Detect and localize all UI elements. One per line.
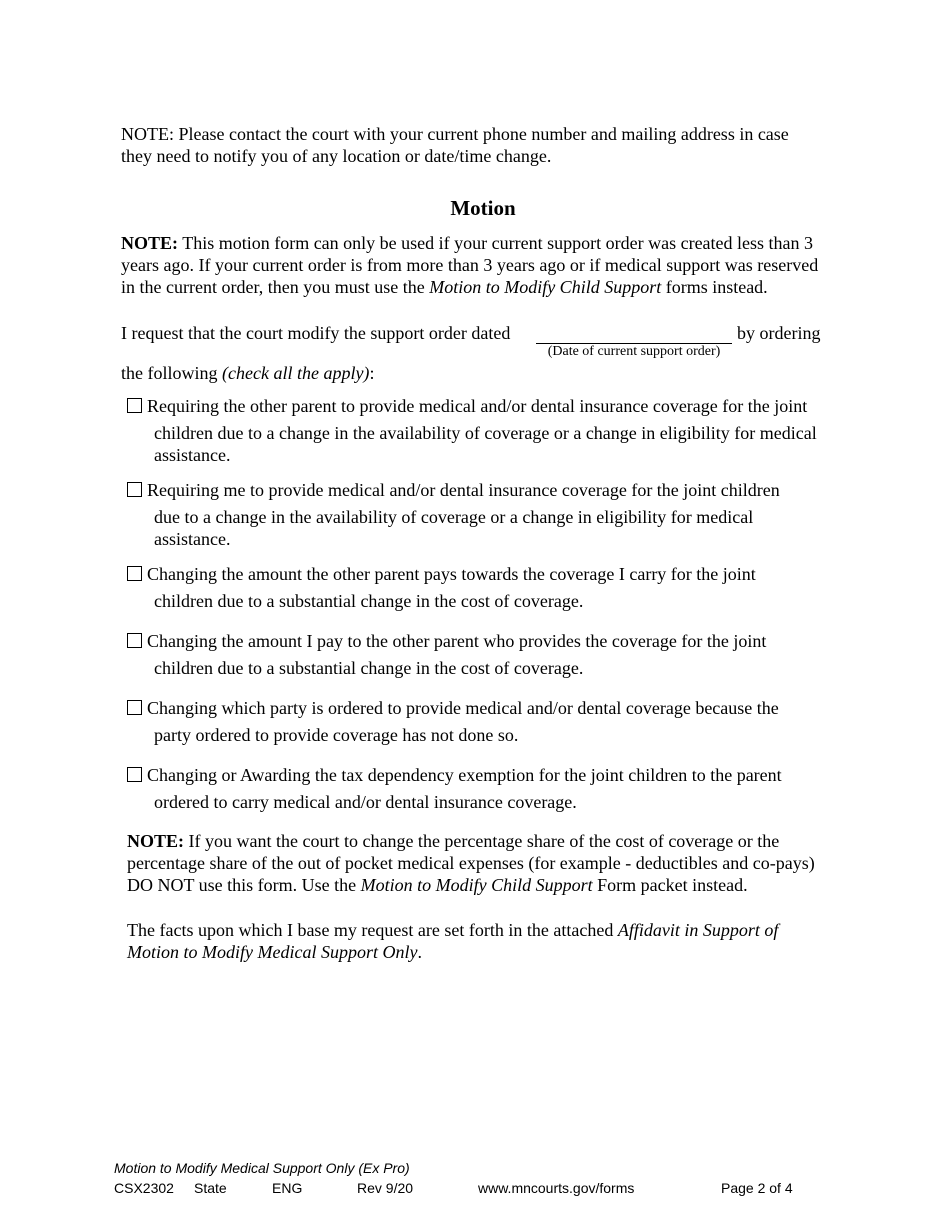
percentage-note-form-reference: Motion to Modify Child Support bbox=[360, 875, 593, 895]
affidavit-reference-cont: Motion to Modify Medical Support Only bbox=[127, 942, 418, 962]
motion-note-line2: years ago. If your current order is from more than 3 years ago or if medical support was reserved bbox=[121, 255, 819, 275]
motion-note bbox=[121, 232, 861, 298]
percentage-note-line1: If you want the court to change the percentage share of the cost of coverage or the bbox=[188, 831, 780, 851]
motion-note-line1: This motion form can only be used if your current support order was created less than 3 bbox=[182, 233, 814, 253]
footer-page-number: Page 2 of 4 bbox=[721, 1180, 793, 1196]
option-line: ordered to carry medical and/or dental insurance coverage. bbox=[154, 792, 577, 812]
option-checkbox[interactable] bbox=[127, 633, 142, 648]
percentage-note-line3-end: Form packet instead. bbox=[592, 875, 748, 895]
footer-form-code: CSX2302 bbox=[114, 1180, 174, 1196]
option-line: Changing the amount the other parent pays towards the coverage I carry for the joint bbox=[147, 564, 756, 584]
percentage-note bbox=[127, 830, 867, 896]
request-text-end: by ordering bbox=[737, 323, 821, 343]
option-checkbox[interactable] bbox=[127, 398, 142, 413]
option-line: children due to a substantial change in the cost of coverage. bbox=[154, 658, 584, 678]
option-line: Requiring the other parent to provide medical and/or dental insurance coverage for the joint bbox=[147, 396, 808, 416]
percentage-note-line2: percentage share of the out of pocket medical expenses (for example - deductibles and co-pays) bbox=[127, 853, 815, 873]
date-input[interactable] bbox=[538, 322, 730, 342]
option-checkbox[interactable] bbox=[127, 566, 142, 581]
motion-note-form-reference: Motion to Modify Child Support bbox=[429, 277, 662, 297]
option-line: Changing which party is ordered to provide medical and/or dental coverage because the bbox=[147, 698, 779, 718]
date-caption: (Date of current support order) bbox=[547, 344, 721, 359]
footer-url[interactable]: www.mncourts.gov/forms bbox=[478, 1180, 635, 1196]
page-title: Motion bbox=[450, 196, 516, 220]
option-checkbox[interactable] bbox=[127, 767, 142, 782]
motion-note-label: NOTE: bbox=[121, 233, 179, 253]
footer-language: ENG bbox=[272, 1180, 303, 1196]
footer-form-title: Motion to Modify Medical Support Only (Ex Pro) bbox=[114, 1160, 410, 1176]
option-checkbox[interactable] bbox=[127, 482, 142, 497]
request-text: I request that the court modify the support order dated bbox=[121, 323, 511, 343]
option-line: Requiring me to provide medical and/or dental insurance coverage for the joint children bbox=[147, 480, 780, 500]
option-line: party ordered to provide coverage has not done so. bbox=[154, 725, 519, 745]
percentage-note-line3: DO NOT use this form. Use the bbox=[127, 875, 361, 895]
facts-statement bbox=[127, 919, 867, 963]
facts-period: . bbox=[417, 942, 422, 962]
contact-note bbox=[121, 123, 851, 167]
footer-revision: Rev 9/20 bbox=[357, 1180, 414, 1196]
affidavit-reference: Affidavit in Support of bbox=[617, 920, 779, 940]
option-line: children due to a change in the availability of coverage or a change in eligibility for medical bbox=[154, 423, 817, 443]
option-line: Changing the amount I pay to the other parent who provides the coverage for the joint bbox=[147, 631, 767, 651]
contact-note-line2: they need to notify you of any location or date/time change. bbox=[121, 146, 552, 166]
footer-jurisdiction: State bbox=[194, 1180, 227, 1196]
request-line2 bbox=[121, 362, 374, 384]
contact-note-line1: NOTE: Please contact the court with your current phone number and mailing address in case bbox=[121, 124, 789, 144]
option-checkbox[interactable] bbox=[127, 700, 142, 715]
check-all-instruction: (check all the apply) bbox=[222, 363, 370, 383]
option-line: Changing or Awarding the tax dependency exemption for the joint children to the parent bbox=[147, 765, 782, 785]
request-line2-text: the following bbox=[121, 363, 222, 383]
request-line2-colon: : bbox=[369, 363, 375, 383]
option-line: due to a change in the availability of coverage or a change in eligibility for medical bbox=[154, 507, 754, 527]
option-line: assistance. bbox=[154, 529, 231, 549]
option-line: assistance. bbox=[154, 445, 231, 465]
option-line: children due to a substantial change in the cost of coverage. bbox=[154, 591, 584, 611]
motion-note-line3: in the current order, then you must use the bbox=[121, 277, 430, 297]
motion-note-line3-end: forms instead. bbox=[661, 277, 768, 297]
percentage-note-label: NOTE: bbox=[127, 831, 185, 851]
facts-line1: The facts upon which I base my request are set forth in the attached bbox=[127, 920, 618, 940]
